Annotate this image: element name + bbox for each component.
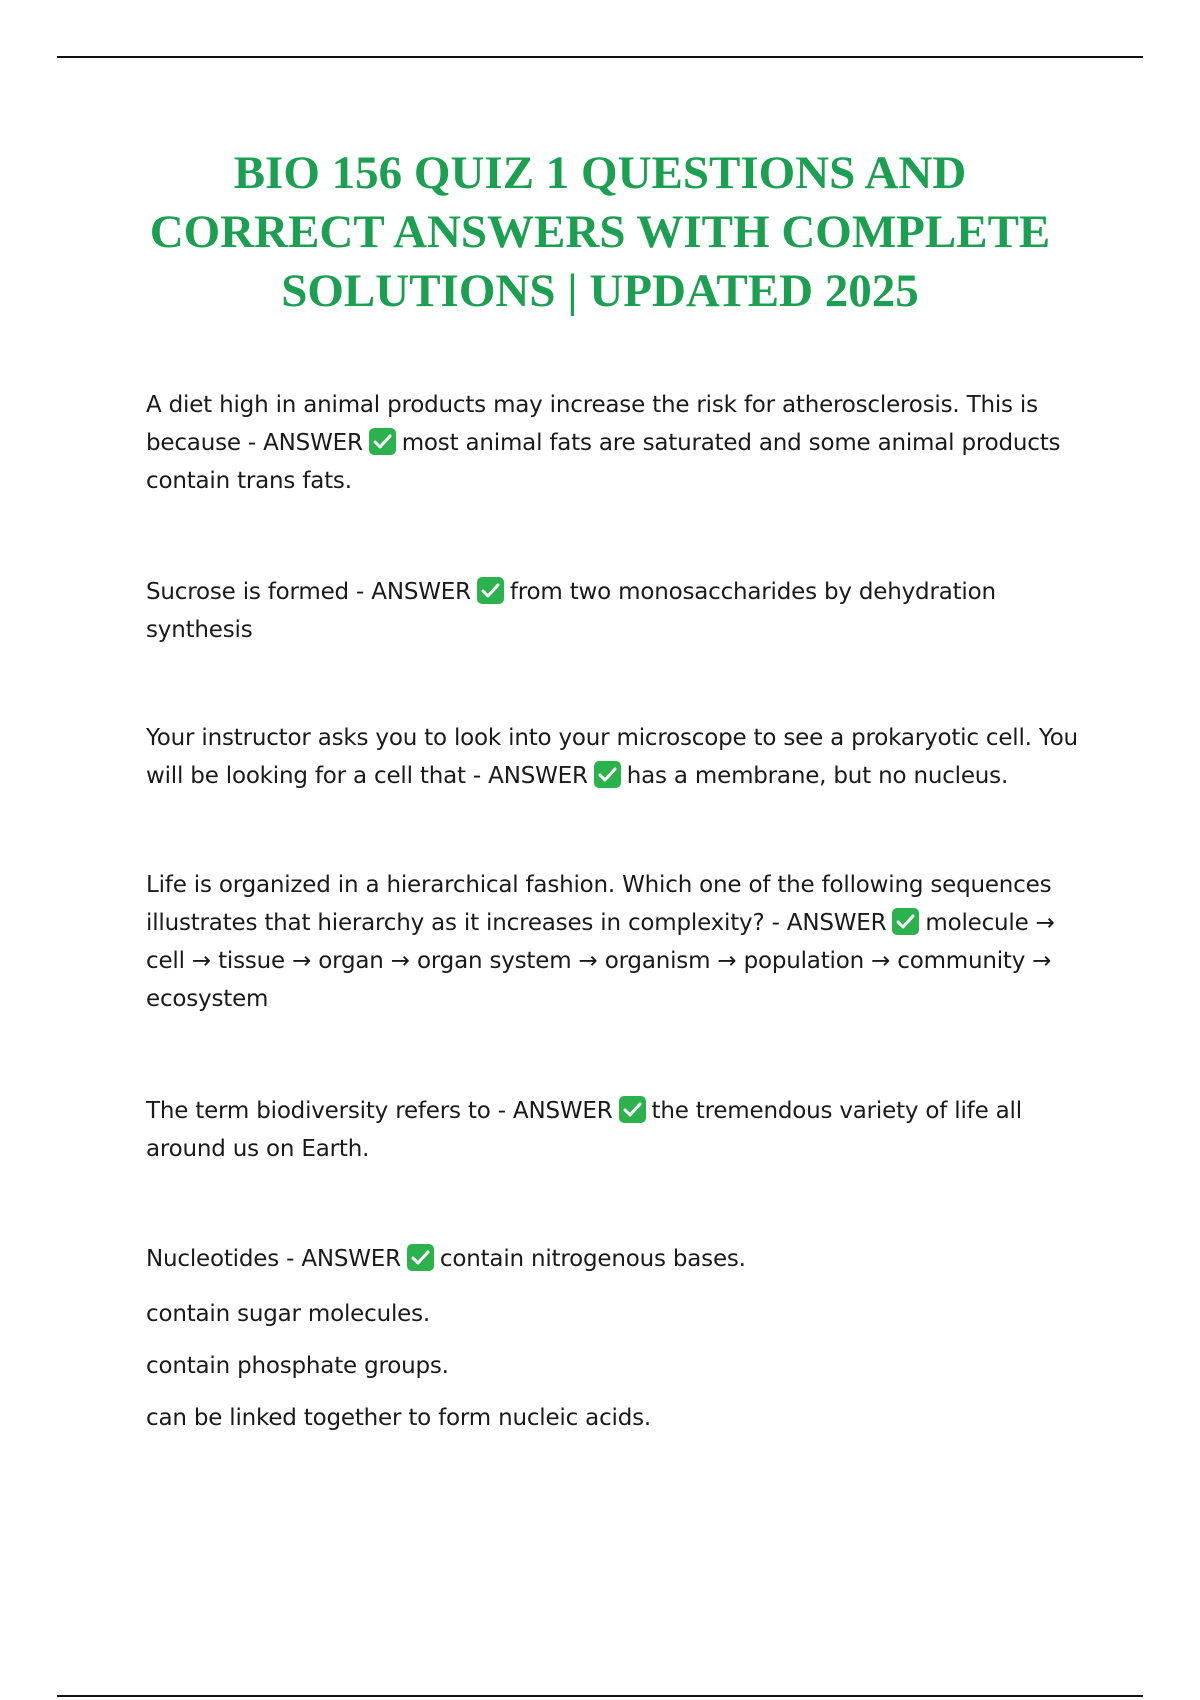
answer-label: ANSWER — [301, 1246, 401, 1272]
title-line: SOLUTIONS | UPDATED 2025 — [281, 265, 919, 317]
checkmark-icon — [477, 577, 504, 604]
qa-item-5 — [146, 1092, 1096, 1168]
answer-continuation: contain phosphate groups. — [146, 1353, 449, 1379]
top-divider — [57, 56, 1143, 58]
qa-item-1 — [146, 386, 1096, 500]
question-text: Life is organized in a hierarchical fashion. Which one of the following sequences illustrates that hierarchy as it increases in complexity? - — [146, 872, 1052, 936]
answer-label: ANSWER — [786, 910, 887, 936]
question-text: Nucleotides - — [146, 1246, 302, 1272]
answer-continuation: can be linked together to form nucleic acids. — [146, 1405, 652, 1431]
answer-text: most animal fats are saturated and some animal products contain trans fats. — [146, 430, 1061, 494]
qa-item-2 — [146, 573, 1096, 649]
question-text: The term biodiversity refers to - — [146, 1098, 513, 1124]
qa-item-6 — [146, 1240, 1096, 1278]
checkmark-icon — [407, 1244, 434, 1271]
answer-text: has a membrane, but no nucleus. — [626, 763, 1009, 789]
checkmark-icon — [369, 428, 396, 455]
answer-text: from two monosaccharides by dehydration synthesis — [146, 579, 996, 643]
question-text: Sucrose is formed - — [146, 579, 372, 605]
checkmark-icon — [594, 761, 621, 788]
question-text: Your instructor asks you to look into your microscope to see a prokaryotic cell. You will be looking for a cell that - — [146, 725, 1078, 789]
answer-label: ANSWER — [488, 763, 588, 789]
checkmark-icon — [619, 1096, 646, 1123]
answer-label: ANSWER — [371, 579, 471, 605]
answer-text: the tremendous variety of life all around us on Earth. — [146, 1098, 1022, 1162]
question-text: A diet high in animal products may increase the risk for atherosclerosis. This is because - — [146, 392, 1038, 456]
answer-text: contain nitrogenous bases. — [439, 1246, 746, 1272]
qa-item-3 — [146, 719, 1096, 795]
title-line: CORRECT ANSWERS WITH COMPLETE — [149, 206, 1051, 258]
answer-label: ANSWER — [512, 1098, 613, 1124]
title-line: BIO 156 QUIZ 1 QUESTIONS AND — [233, 147, 967, 199]
answer-continuation: contain sugar molecules. — [146, 1301, 430, 1327]
checkmark-icon — [892, 908, 919, 935]
answer-label: ANSWER — [263, 430, 363, 456]
bottom-divider — [57, 1695, 1143, 1697]
answer-text: molecule → cell → tissue → organ → organ system → organism → population → community → ecosystem — [146, 910, 1055, 1012]
qa-item-4 — [146, 866, 1096, 1018]
document-title — [100, 144, 1100, 321]
